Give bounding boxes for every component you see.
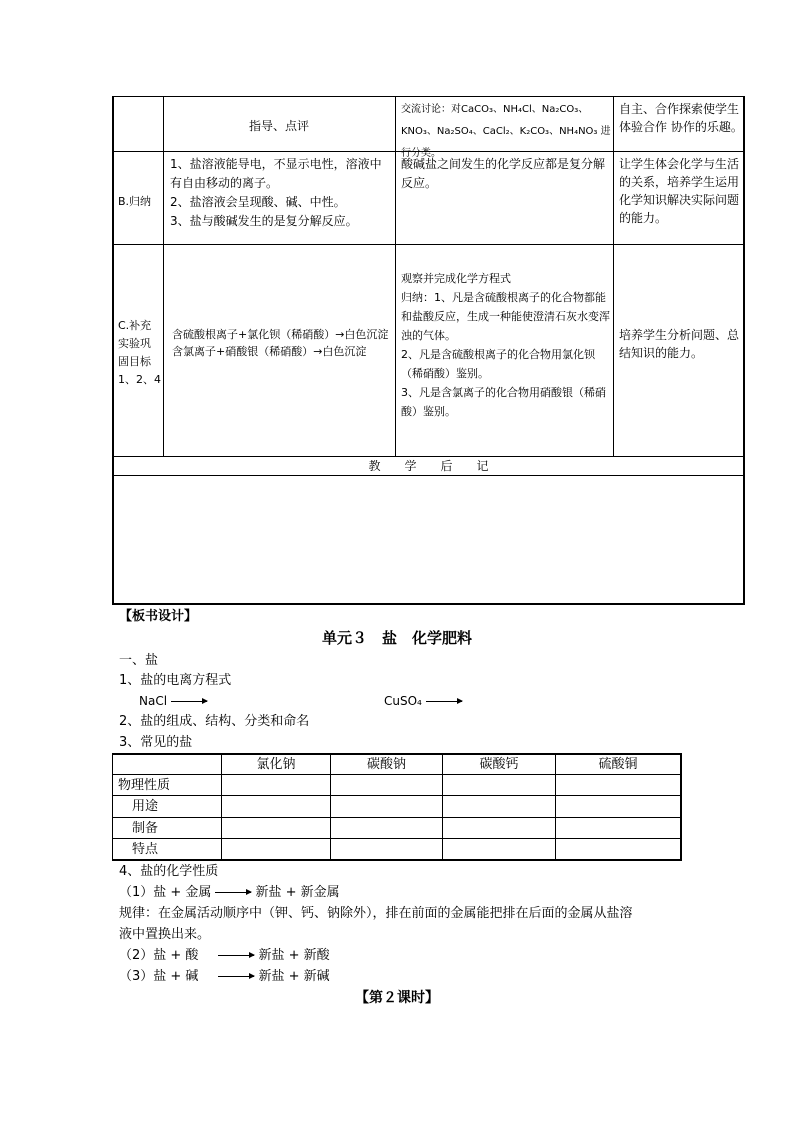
col-header: 氯化钠 [256,757,296,772]
equation-cuso4 [384,692,466,711]
student-line: 3、凡是含氯离子的化合物用硝酸银（稀硝酸）鉴别。 [401,386,606,418]
row3-step [118,317,162,389]
item-common-salts: 3、常见的盐 [119,735,193,750]
student-line: 观察并完成化学方程式 [401,272,511,285]
next-lesson-label: 【第２课时】 [355,990,439,1006]
property-base [119,967,330,986]
item-chemical-properties: 4、盐的化学性质 [119,864,219,879]
arrow-icon [215,892,251,893]
reactants: （3）盐 + 碱 [119,969,199,984]
row2-intent: 让学生体会化学与生活的关系，培养学生运用化学知识解决实际问题的能力。 [619,157,740,225]
products: 新盐 + 新酸 [258,948,330,963]
step-line: 实验巩 [118,337,151,350]
row3-student [401,269,611,421]
postscript-area[interactable] [114,476,743,603]
reactants: （1）盐 + 金属 [119,885,212,900]
teacher-line: 含硫酸根离子+氯化钡（稀硝酸）→白色沉淀 [172,328,389,341]
arrow-icon [218,955,254,956]
row1-student: 交流讨论：对CaCO₃、NH₄Cl、Na₂CO₃、KNO₃、Na₂SO₄、CaCl₂、K₂CO₃、NH₄NO₃ 进行分类。 [401,104,611,159]
teacher-line: 1、盐溶液能导电，不显示电性，溶液中有自由移动的离子。 [170,157,382,190]
postscript-header: 教 学 后 记 [368,459,489,473]
col-header: 碳酸钠 [366,757,406,772]
row-header: 特点 [132,842,159,857]
student-line: 2、凡是含硫酸根离子的化合物用氯化钡（稀硝酸）鉴别。 [401,348,595,380]
formula-nacl: NaCl [139,694,168,708]
teacher-line: 含氯离子+硝酸银（稀硝酸）→白色沉淀 [172,345,367,358]
step-line: C.补充 [118,319,152,332]
student-line: 归纳：1、凡是含硫酸根离子的化合物都能和盐酸反应，生成一种能使澄清石灰水变浑浊的气体。 [401,291,610,342]
rule-line-1: 规律：在金属活动顺序中（钾、钙、钠除外），排在前面的金属能把排在后面的金属从盐溶 [119,906,633,921]
heading-salt: 一、盐 [119,653,159,668]
rule-line-2: 液中置换出来。 [119,927,211,942]
unit-title: 单元３ 盐 化学肥料 [321,629,472,647]
row2-student: 酸碱盐之间发生的化学反应都是复分解反应。 [401,157,606,190]
equation-nacl [139,692,211,711]
row3-teacher [172,326,392,360]
col-header: 硫酸铜 [598,757,638,772]
teacher-line: 3、盐与酸碱发生的是复分解反应。 [170,214,358,228]
row3-intent: 培养学生分析问题、总结知识的能力。 [619,328,740,360]
board-section-label: 【板书设计】 [119,609,198,624]
row-header: 用途 [132,799,159,814]
formula-cuso4: CuSO₄ [384,694,422,708]
row-header: 制备 [132,821,159,836]
step-line: 固目标 [118,355,151,368]
item-ionization: 1、盐的电离方程式 [119,673,232,688]
row2-step: B.归纳 [118,195,152,208]
products: 新盐 + 新碱 [258,969,330,984]
arrow-icon [218,976,254,977]
property-metal [119,883,340,902]
row1-intent: 自主、合作探索使学生体验合作 协作的乐趣。 [619,102,743,134]
row1-teacher: 指导、点评 [248,119,309,133]
row2-teacher [170,155,392,231]
arrow-icon [171,701,207,702]
item-composition: 2、盐的组成、结构、分类和命名 [119,714,310,729]
arrow-icon [426,701,462,702]
col-header: 碳酸钙 [479,757,519,772]
teacher-line: 2、盐溶液会呈现酸、碱、中性。 [170,195,346,209]
step-line: 1、2、4 [118,373,161,386]
property-acid [119,946,330,965]
row-header: 物理性质 [118,778,171,793]
reactants: （2）盐 + 酸 [119,948,199,963]
products: 新盐 + 新金属 [255,885,340,900]
